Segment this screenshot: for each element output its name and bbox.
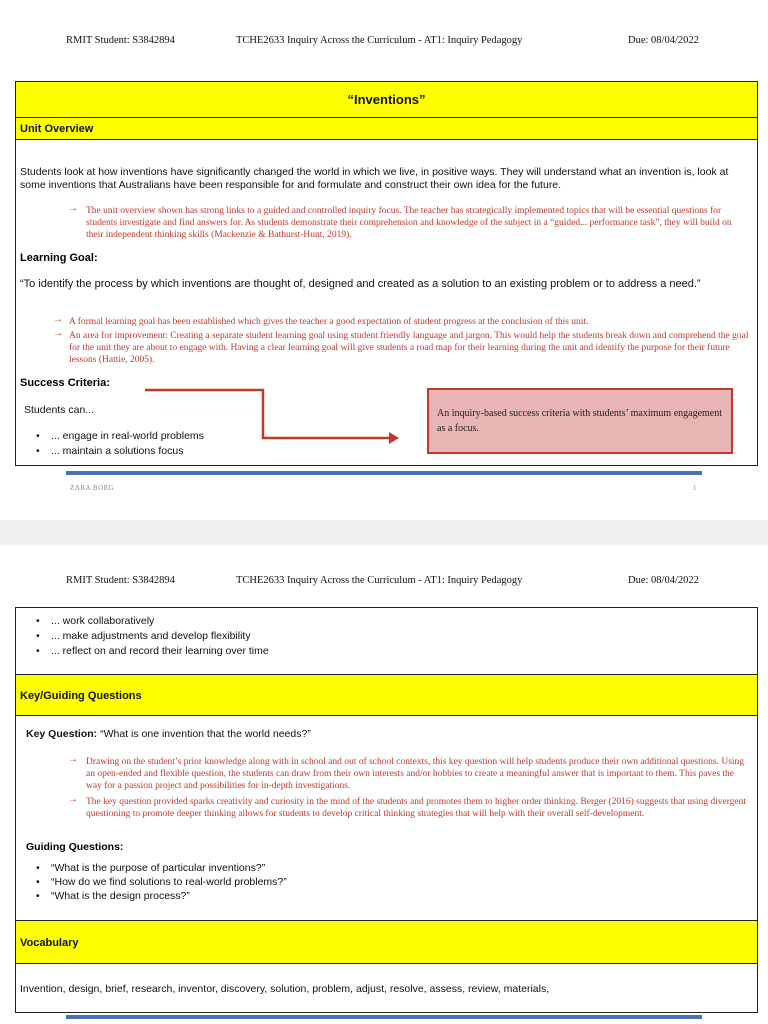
footer-bar bbox=[66, 471, 702, 475]
learning-goal-note-2: An area for improvement: Creating a separate student learning goal using student friendly language and jargon. This would help the students break down and comprehend the goal for the unit they are about to engage with. Having a clear learning goal will give students a road map for their learning during the unit and identify the purpose for their future lessons (Hattie, 2005). bbox=[69, 331, 749, 365]
key-question bbox=[26, 728, 311, 740]
unit-overview-text: Students look at how inventions have significantly changed the world in which we live, in positive ways. They will understand what an invention is, look at some inventions that Australians have been responsible for and formulate and construct their own idea for the future. bbox=[20, 166, 729, 191]
connector-arrow bbox=[141, 382, 401, 452]
guiding-questions-list bbox=[21, 861, 287, 903]
unit-overview-heading: Unit Overview bbox=[16, 118, 757, 140]
callout-box bbox=[427, 388, 733, 454]
unit-plan-table bbox=[15, 81, 758, 466]
list-item: • ... make adjustments and develop flexibility bbox=[21, 629, 269, 644]
list-item: • “How do we find solutions to real-world problems?” bbox=[21, 875, 287, 889]
header-student: RMIT Student: S3842894 bbox=[66, 575, 175, 586]
vocabulary-text: Invention, design, brief, research, inventor, discovery, solution, problem, adjust, resolve, assess, review, materials, bbox=[20, 983, 550, 995]
list-item: • ... reflect on and record their learning over time bbox=[21, 644, 269, 659]
footer-bar bbox=[66, 1015, 702, 1019]
key-question-note-1: Drawing on the student’s prior knowledge along with in school and out of school contexts, this key question will help students produce their own additional questions. Using an open-ended and flexible question, the students can draw from their own interests and/or hobbies to create a meaningful answer that is important to them. This paves the way for a passion project and possibilities for in-depth investigations. bbox=[86, 757, 745, 791]
vocabulary-heading: Vocabulary bbox=[16, 920, 757, 964]
key-question-text: “What is one invention that the world needs?” bbox=[100, 728, 311, 740]
list-item: • ... work collaboratively bbox=[21, 614, 269, 629]
list-item: • “What is the design process?” bbox=[21, 889, 287, 903]
learning-goal-note-1: A formal learning goal has been established which gives the teacher a good expectation of student progress at the conclusion of this unit. bbox=[69, 317, 589, 327]
header-student: RMIT Student: S3842894 bbox=[66, 35, 175, 46]
criteria-list-continued bbox=[21, 614, 269, 659]
list-item: • ... engage in real-world problems bbox=[21, 429, 204, 444]
unit-overview-note: The unit overview shown has strong links to a guided and controlled inquiry focus. The teacher has strategically implemented topics that will be essential questions for students investigate and find answers for. As students demonstrate their comprehension and knowledge of the subject in a “guided... performance task”, they will build on their independent thinking skills (Mackenzie & Bathurst-Hunt, 2019). bbox=[86, 206, 732, 240]
key-question-label: Key Question: bbox=[26, 728, 98, 740]
header-course: TCHE2633 Inquiry Across the Curriculum - AT1: Inquiry Pedagogy bbox=[236, 35, 523, 46]
learning-goal-heading: Learning Goal: bbox=[20, 252, 98, 264]
arrow-icon: → bbox=[53, 328, 63, 339]
arrow-icon: → bbox=[68, 794, 78, 805]
learning-goal-text: “To identify the process by which inventions are thought of, designed and created as a solution to an existing problem or to address a need.” bbox=[20, 278, 701, 290]
students-can-label: Students can... bbox=[24, 404, 95, 416]
list-item: • “What is the purpose of particular inventions?” bbox=[21, 861, 287, 875]
key-question-note-2: The key question provided sparks creativity and curiosity in the mind of the students and promotes them to higher order thinking. Berger (2016) suggests that using divergent questioning to promote deeper thinking allows for students to develop critical thinking strategies that will help with their overall self-development. bbox=[86, 797, 747, 819]
footer-name: ZARA BORG bbox=[70, 484, 115, 492]
title-row bbox=[16, 82, 757, 118]
key-guiding-heading: Key/Guiding Questions bbox=[16, 674, 757, 716]
arrow-icon: → bbox=[68, 754, 78, 765]
arrow-icon: → bbox=[53, 314, 63, 325]
header-due: Due: 08/04/2022 bbox=[628, 35, 699, 46]
callout-text: An inquiry-based success criteria with students’ maximum engagement as a focus. bbox=[437, 408, 723, 434]
guiding-questions-heading: Guiding Questions: bbox=[26, 841, 124, 853]
page-2 bbox=[0, 545, 768, 1024]
page-number: 1 bbox=[693, 484, 697, 492]
header-due: Due: 08/04/2022 bbox=[628, 575, 699, 586]
success-criteria-heading: Success Criteria: bbox=[20, 377, 110, 389]
list-item: • ... maintain a solutions focus bbox=[21, 444, 204, 459]
unit-plan-table-continued bbox=[15, 607, 758, 1013]
arrow-icon: → bbox=[68, 203, 78, 214]
page-title: “Inventions” bbox=[347, 92, 426, 107]
header-course: TCHE2633 Inquiry Across the Curriculum - AT1: Inquiry Pedagogy bbox=[236, 575, 523, 586]
